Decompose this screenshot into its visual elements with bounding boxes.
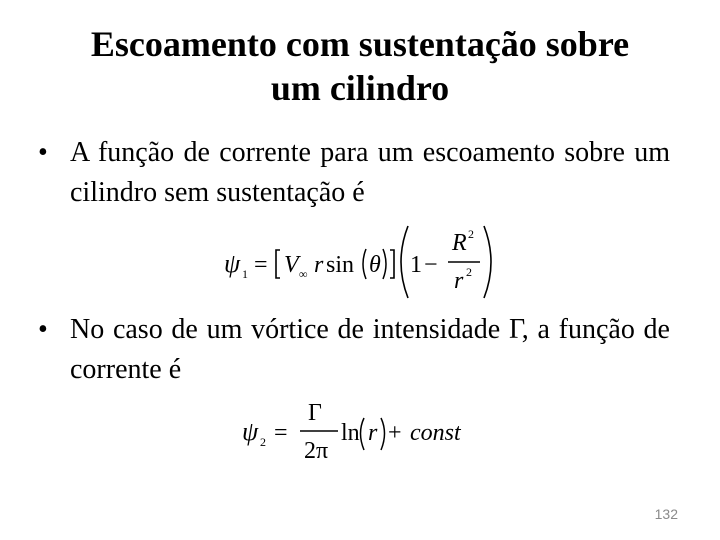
- vortex-stream-function-formula: [240, 398, 490, 468]
- formula2-denominator: 2π: [304, 438, 329, 464]
- formula1-equals: =: [254, 252, 268, 278]
- formula1-velocity-sub: ∞: [299, 267, 308, 281]
- bullet-text: No caso de um vórtice de intensidade Γ, a função de corrente é: [70, 314, 670, 385]
- formula1-R: R: [452, 230, 467, 256]
- formula2-paren-open: [361, 418, 365, 450]
- bullet-marker: •: [38, 137, 48, 168]
- page-number: 132: [654, 506, 678, 522]
- formula2-equals: =: [274, 420, 288, 446]
- formula2-plus: +: [388, 420, 402, 446]
- formula1-lhs: ψ: [224, 249, 241, 278]
- formula2-numerator: Γ: [308, 400, 322, 426]
- bullet-item: [38, 310, 670, 390]
- formula1-r-den-exp: 2: [466, 265, 472, 279]
- stream-function-cylinder-formula: [222, 222, 502, 302]
- formula2-const: const: [410, 420, 461, 446]
- slide-title: [0, 22, 720, 110]
- formula1-left-bracket: [276, 250, 280, 278]
- formula1-theta: θ: [369, 252, 381, 278]
- formula1-r-den: r: [454, 268, 464, 294]
- bullet-marker: •: [38, 314, 48, 345]
- title-line-1: Escoamento com sustentação sobre: [90, 24, 630, 64]
- title-line-2: um cilindro: [270, 68, 450, 108]
- formula2-paren-close: [381, 418, 385, 450]
- formula1-bigparen-open: [401, 226, 408, 298]
- formula1-r: r: [314, 252, 324, 278]
- formula2-ln: ln: [341, 420, 360, 446]
- formula1-bigparen-close: [484, 226, 491, 298]
- formula1-R-exp: 2: [468, 227, 474, 241]
- formula1-sin: sin: [326, 252, 355, 278]
- formula2-lhs: ψ: [242, 417, 259, 446]
- formula2-lhs-sub: 2: [260, 435, 266, 449]
- bullet-text: A função de corrente para um escoamento sobre um cilindro sem sustentação é: [70, 137, 670, 208]
- formula1-paren-open: [363, 249, 366, 279]
- formula1-right-bracket: [390, 250, 394, 278]
- bullet-item: [38, 133, 670, 213]
- formula1-one: 1: [410, 252, 422, 278]
- formula1-minus: −: [424, 252, 438, 278]
- formula2-r: r: [368, 420, 378, 446]
- formula1-lhs-sub: 1: [242, 267, 248, 281]
- formula1-velocity: V: [284, 252, 299, 278]
- formula1-paren-close: [383, 249, 386, 279]
